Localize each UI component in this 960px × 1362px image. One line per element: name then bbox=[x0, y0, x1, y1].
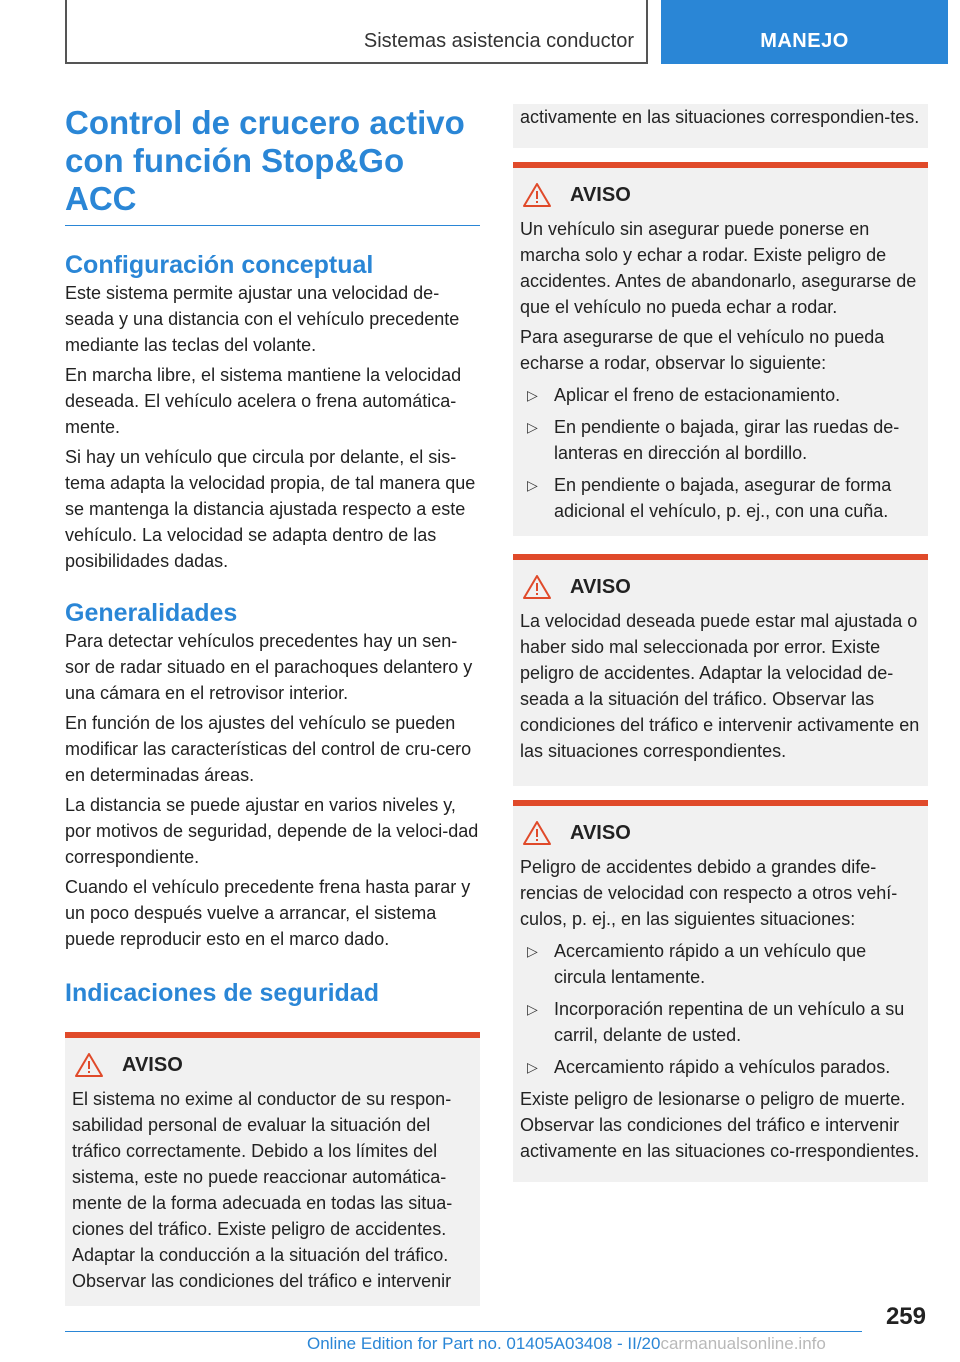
heading-general: Generalidades bbox=[65, 599, 238, 627]
header-chapter-label: MANEJO bbox=[760, 30, 849, 52]
header-section-title: Sistemas asistencia conductor bbox=[363, 30, 634, 52]
warning-label: AVISO bbox=[122, 1053, 183, 1076]
warning-continuation-text: activamente en las situaciones correspondien‐tes. bbox=[520, 107, 920, 127]
general-paragraph-2: En función de los ajustes del vehículo se pueden modificar las características del control de cru‐cero en determinadas áreas. bbox=[65, 713, 472, 785]
list-item: ▷ Acercamiento rápido a un vehículo que circula lentamente. bbox=[520, 938, 920, 990]
concept-paragraph-3: Si hay un vehículo que circula por delante, el sis‐tema adapta la velocidad propia, de tal manera que se mantenga la distancia ajustada respecto a este vehículo. La velocidad se adapta dentro de las posibilidades dadas. bbox=[65, 447, 476, 571]
right-column bbox=[513, 104, 928, 1182]
page-title-line2: con función Stop&Go ACC bbox=[65, 142, 405, 217]
triangle-bullet-icon: ▷ bbox=[527, 943, 538, 959]
warning-header bbox=[520, 816, 920, 850]
warning-triangle-icon bbox=[522, 182, 552, 208]
list-item: ▷ Incorporación repentina de un vehículo a su carril, delante de usted. bbox=[520, 996, 920, 1048]
page-title bbox=[65, 104, 480, 218]
concept-paragraph-1: Este sistema permite ajustar una velocidad de‐seada y una distancia con el vehículo precedente mediante las teclas del volante. bbox=[65, 283, 460, 355]
warning-box-3 bbox=[513, 554, 928, 786]
warning-label: AVISO bbox=[570, 575, 631, 598]
page-number: 259 bbox=[885, 1303, 926, 1330]
triangle-bullet-icon: ▷ bbox=[527, 477, 538, 493]
heading-concept: Configuración conceptual bbox=[65, 251, 374, 279]
warning-triangle-icon bbox=[522, 574, 552, 600]
footer-edition-text: Online Edition for Part no. 01405A03408 - II/20 bbox=[307, 1334, 661, 1353]
triangle-bullet-icon: ▷ bbox=[527, 387, 538, 403]
warning-text: El sistema no exime al conductor de su respon‐sabilidad personal de evaluar la situación del tráfico correctamente. Debido a los límites del sistema, este no puede reaccionar automática‐mente de la forma adecuada en todas las situa‐ciones del tráfico. Existe peligro de accidentes. Adaptar la conducción a la situación del tráfico. Observar las condiciones del tráfico e intervenir bbox=[72, 1089, 453, 1291]
general-paragraph-1: Para detectar vehículos precedentes hay un sen‐sor de radar situado en el parachoques delantero y una cámara en el retrovisor interior. bbox=[65, 631, 473, 703]
list-item: ▷ Aplicar el freno de estacionamiento. bbox=[520, 382, 920, 408]
warning-triangle-icon bbox=[74, 1052, 104, 1078]
warning-box-1-continuation bbox=[513, 104, 928, 148]
warning-paragraph-1: Peligro de accidentes debido a grandes dife‐rencias de velocidad con respecto a otros vehí‐culos, p. ej., en las siguientes situaciones: bbox=[520, 857, 898, 929]
warning-paragraph-2: Existe peligro de lesionarse o peligro de muerte. Observar las condiciones del tráfico e intervenir activamente en las situaciones co‐rrespondientes. bbox=[520, 1089, 920, 1161]
triangle-bullet-icon: ▷ bbox=[527, 1001, 538, 1017]
footer-watermark: carmanualsonline.info bbox=[660, 1334, 826, 1353]
left-column bbox=[65, 104, 480, 1306]
warning-box-1 bbox=[65, 1032, 480, 1306]
triangle-bullet-icon: ▷ bbox=[527, 419, 538, 435]
warning-label: AVISO bbox=[570, 183, 631, 206]
warning-list bbox=[520, 382, 920, 524]
header-section-box bbox=[65, 0, 648, 64]
page-title-line1: Control de crucero activo bbox=[65, 104, 465, 141]
warning-header bbox=[72, 1048, 472, 1082]
footer-divider bbox=[65, 1331, 862, 1332]
list-item: ▷ Acercamiento rápido a vehículos parados. bbox=[520, 1054, 920, 1080]
concept-paragraph-2: En marcha libre, el sistema mantiene la velocidad deseada. El vehículo acelera o frena automática‐mente. bbox=[65, 365, 462, 437]
footer-edition bbox=[307, 1334, 826, 1354]
title-divider bbox=[65, 225, 480, 226]
header-chapter-tab bbox=[661, 0, 948, 64]
warning-list bbox=[520, 938, 920, 1080]
warning-label: AVISO bbox=[570, 821, 631, 844]
warning-text: La velocidad deseada puede estar mal ajustada o haber sido mal seleccionada por error. Existe peligro de accidentes. Adaptar la velocidad de‐seada a la situación del tráfico. Observar las condiciones del tráfico e intervenir activamente en las situaciones correspondientes. bbox=[520, 611, 920, 761]
warning-box-4 bbox=[513, 800, 928, 1182]
list-item: ▷ En pendiente o bajada, girar las ruedas de‐lanteras en dirección al bordillo. bbox=[520, 414, 920, 466]
warning-paragraph-1: Un vehículo sin asegurar puede ponerse en marcha solo y echar a rodar. Existe peligro de accidentes. Antes de abandonarlo, asegurarse de que el vehículo no pueda echar a rodar. bbox=[520, 219, 917, 317]
general-paragraph-4: Cuando el vehículo precedente frena hasta parar y un poco después vuelve a arrancar, el sistema puede reproducir esto en el marco dado. bbox=[65, 877, 471, 949]
warning-paragraph-2: Para asegurarse de que el vehículo no pueda echarse a rodar, observar lo siguiente: bbox=[520, 327, 885, 373]
heading-safety: Indicaciones de seguridad bbox=[65, 979, 379, 1007]
triangle-bullet-icon: ▷ bbox=[527, 1059, 538, 1075]
warning-header bbox=[520, 570, 920, 604]
general-paragraph-3: La distancia se puede ajustar en varios niveles y, por motivos de seguridad, depende de la veloci‐dad correspondiente. bbox=[65, 795, 479, 867]
warning-box-2 bbox=[513, 162, 928, 536]
list-item: ▷ En pendiente o bajada, asegurar de forma adicional el vehículo, p. ej., con una cuña. bbox=[520, 472, 920, 524]
warning-triangle-icon bbox=[522, 820, 552, 846]
warning-header bbox=[520, 178, 920, 212]
